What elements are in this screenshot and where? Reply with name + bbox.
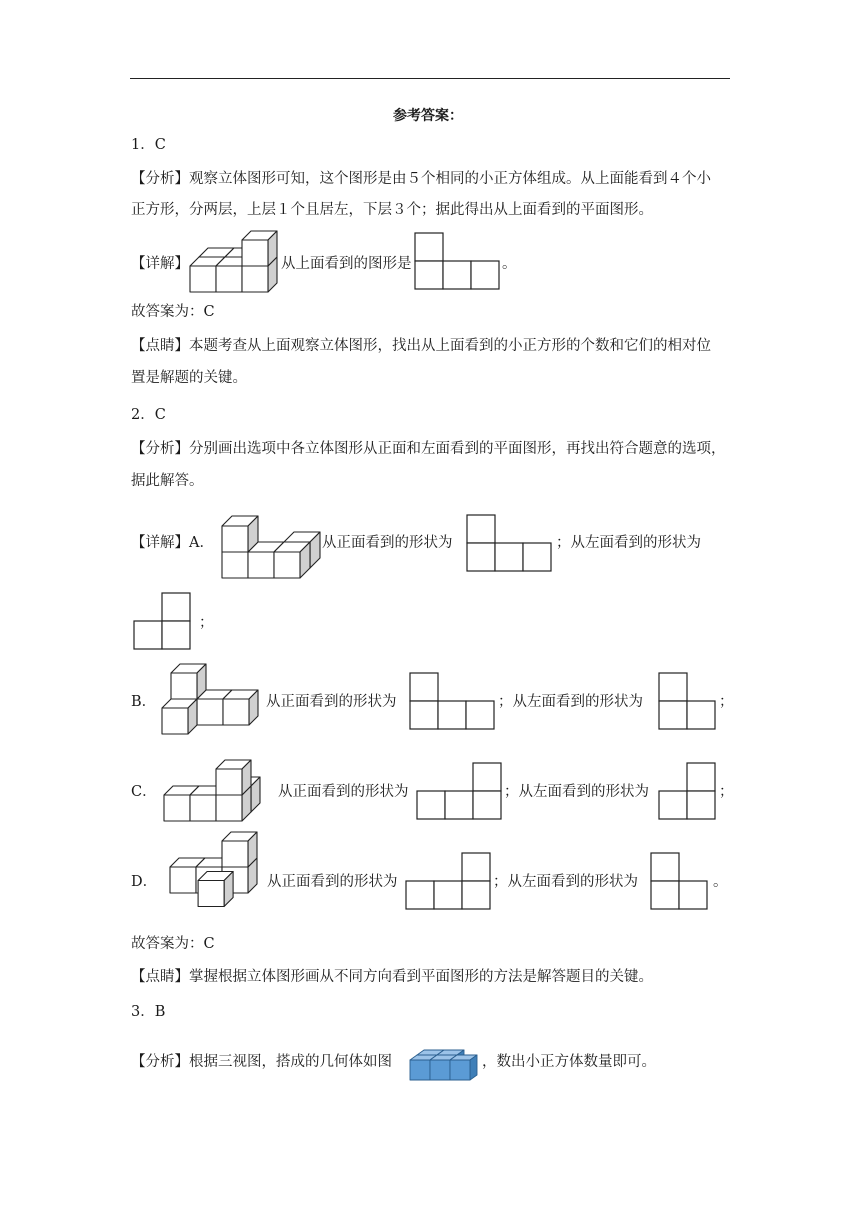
q1-detail-middle: 从上面看到的图形是: [281, 256, 412, 272]
q2-analysis-line1: 【分析】分别画出选项中各立体图形从正面和左面看到的平面图形，再找出符合题意的选项，: [131, 441, 726, 457]
q2-d-left-view: [650, 852, 708, 910]
q1-analysis-line1: 【分析】观察立体图形可知，这个图形是由５个相同的小正方体组成。从上面能看到４个小: [131, 171, 711, 187]
q2-d-front-view: [405, 852, 491, 910]
q2-b-front-text: 从正面看到的形状为: [266, 694, 397, 710]
q2-a-front-view: [466, 514, 552, 572]
q2-option-c: C．: [131, 784, 157, 800]
q2-a-semicolon: ；: [199, 615, 214, 631]
q2-c-left-text: ；从左面看到的形状为: [504, 784, 649, 800]
q2-c-front-view: [416, 762, 502, 820]
q2-option-b: B．: [131, 694, 157, 710]
q2-detail-prefix: 【详解】A．: [131, 535, 214, 551]
q1-detail-prefix: 【详解】: [131, 256, 189, 272]
q2-a-left-text: ；从左面看到的形状为: [556, 535, 701, 551]
q1-analysis-line2: 正方形，分两层，上层１个且居左，下层３个；据此得出从上面看到的平面图形。: [131, 202, 653, 218]
answer-title: 参考答案：: [393, 108, 463, 124]
q1-number-answer: 1．C: [131, 137, 166, 153]
q2-d-front-text: 从正面看到的形状为: [267, 874, 398, 890]
q3-blue-solid-figure: [408, 1040, 484, 1082]
q2-c-left-view: [658, 762, 716, 820]
q2-b-left-view: [658, 672, 716, 730]
q2-d-solid-figure: [159, 844, 251, 916]
q1-comment-line1: 【点睛】本题考查从上面观察立体图形，找出从上面看到的小正方形的个数和它们的相对位: [131, 338, 711, 354]
q2-b-solid-figure: [160, 664, 262, 736]
q3-analysis-prefix: 【分析】根据三视图，搭成的几何体如图: [131, 1054, 392, 1070]
q3-analysis-suffix: ，数出小正方体数量即可。: [482, 1054, 656, 1070]
q1-answer: 故答案为：C: [131, 304, 215, 320]
q2-c-front-text: 从正面看到的形状为: [278, 784, 409, 800]
q2-c-solid-figure: [162, 757, 262, 823]
q2-a-front-text: 从正面看到的形状为: [322, 535, 453, 551]
q2-comment: 【点睛】掌握根据立体图形画从不同方向看到平面图形的方法是解答题目的关键。: [131, 969, 653, 985]
q1-solid-figure: [188, 228, 280, 294]
q2-analysis-line2: 据此解答。: [131, 473, 204, 489]
q2-option-d: D．: [131, 874, 158, 890]
q2-d-left-text: ；从左面看到的形状为: [493, 874, 638, 890]
q1-comment-line2: 置是解题的关键。: [131, 370, 247, 386]
q2-b-front-view: [409, 672, 495, 730]
top-rule: [130, 78, 730, 79]
q3-number-answer: 3．B: [131, 1004, 166, 1020]
q1-detail-end: 。: [502, 256, 517, 272]
q2-a-solid-figure: [220, 516, 320, 580]
q2-answer: 故答案为：C: [131, 936, 215, 952]
q2-b-semicolon: ；: [719, 694, 734, 710]
q2-c-semicolon: ；: [719, 784, 734, 800]
q2-b-left-text: ；从左面看到的形状为: [498, 694, 643, 710]
q1-top-view: [414, 232, 500, 290]
q2-number-answer: 2．C: [131, 407, 166, 423]
q2-d-period: 。: [713, 874, 728, 890]
q2-a-left-view: [133, 592, 191, 650]
